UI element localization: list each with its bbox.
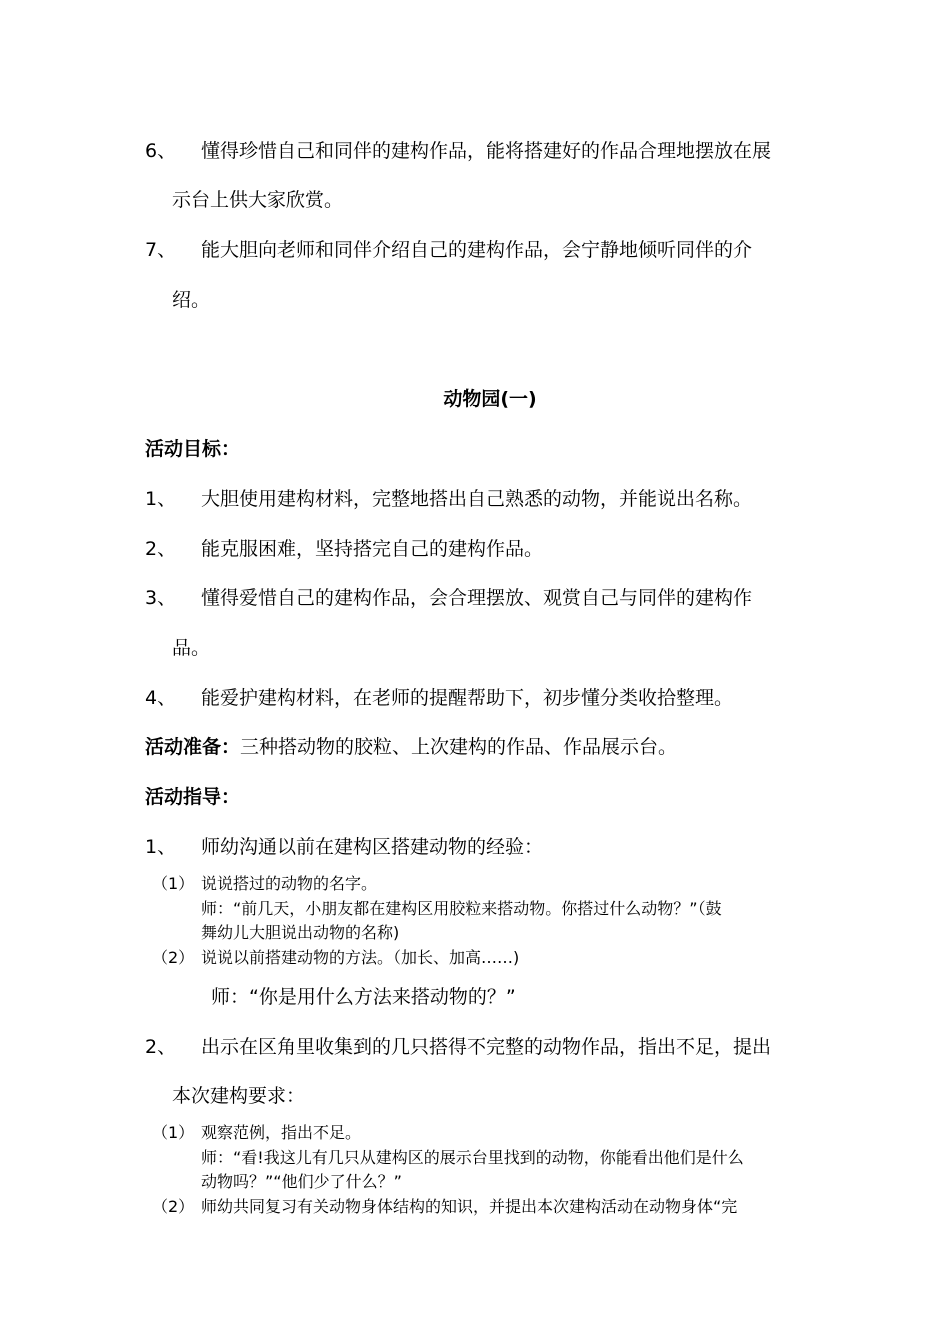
- sub-item-text: 说说以前搭建动物的方法。（加长、加高……): [201, 948, 520, 967]
- list-item-text: 师幼沟通以前在建构区搭建动物的经验：: [201, 836, 544, 858]
- list-number: 7、: [145, 239, 177, 261]
- prep-text: 三种搭动物的胶粒、上次建构的作品、作品展示台。: [240, 736, 678, 758]
- list-item-continuation: 绍。: [172, 289, 211, 311]
- sub-item-text: 观察范例，指出不足。: [201, 1123, 362, 1142]
- goals-heading: 活动目标：: [145, 438, 241, 460]
- section-title: 动物园(一): [443, 388, 537, 410]
- list-number: 2、: [145, 538, 177, 560]
- list-item-continuation: 本次建构要求：: [172, 1085, 306, 1107]
- sub-item-text: 说说搭过的动物的名字。: [201, 874, 378, 893]
- list-item-text: 能大胆向老师和同伴介绍自己的建构作品，会宁静地倾听同伴的介: [201, 239, 753, 261]
- list-item-text: 出示在区角里收集到的几只搭得不完整的动物作品，指出不足，提出: [201, 1036, 772, 1058]
- list-number: 2、: [145, 1036, 177, 1058]
- guide-heading: 活动指导：: [145, 786, 241, 808]
- sub-item-number: （2）: [152, 948, 195, 967]
- list-item-text: 懂得爱惜自己的建构作品，会合理摆放、观赏自己与同伴的建构作: [201, 587, 753, 609]
- list-number: 3、: [145, 587, 177, 609]
- sub-item-text: 舞幼儿大胆说出动物的名称): [201, 923, 400, 942]
- list-number: 1、: [145, 836, 177, 858]
- sub-item-number: （1）: [152, 1123, 195, 1142]
- list-number: 6、: [145, 140, 177, 162]
- sub-item-number: （2）: [152, 1197, 195, 1216]
- list-item-text: 懂得珍惜自己和同伴的建构作品，能将搭建好的作品合理地摆放在展: [201, 140, 772, 162]
- prep-heading: 活动准备：: [145, 736, 241, 758]
- sub-item-text: 师幼共同复习有关动物身体结构的知识，并提出本次建构活动在动物身体“完: [201, 1197, 738, 1216]
- list-number: 1、: [145, 488, 177, 510]
- sub-item-number: （1）: [152, 874, 195, 893]
- list-item-text: 能克服困难，坚持搭完自己的建构作品。: [201, 538, 544, 560]
- sub-item-text: 师：“前几天，小朋友都在建构区用胶粒来搭动物。你搭过什么动物？”（鼓: [201, 899, 722, 918]
- list-item-continuation: 品。: [172, 637, 211, 659]
- list-item-text: 能爱护建构材料，在老师的提醒帮助下，初步懂分类收拾整理。: [201, 687, 734, 709]
- list-item-text: 大胆使用建构材料，完整地搭出自己熟悉的动物，并能说出名称。: [201, 488, 753, 510]
- teacher-quote: 师：“你是用什么方法来搭动物的？”: [211, 986, 516, 1008]
- sub-item-text: 师：“看!我这儿有几只从建构区的展示台里找到的动物，你能看出他们是什么: [201, 1148, 744, 1167]
- prep-line: [145, 734, 677, 760]
- sub-item-text: 动物吗？”“他们少了什么？”: [201, 1172, 402, 1191]
- list-item-continuation: 示台上供大家欣赏。: [172, 189, 344, 211]
- list-number: 4、: [145, 687, 177, 709]
